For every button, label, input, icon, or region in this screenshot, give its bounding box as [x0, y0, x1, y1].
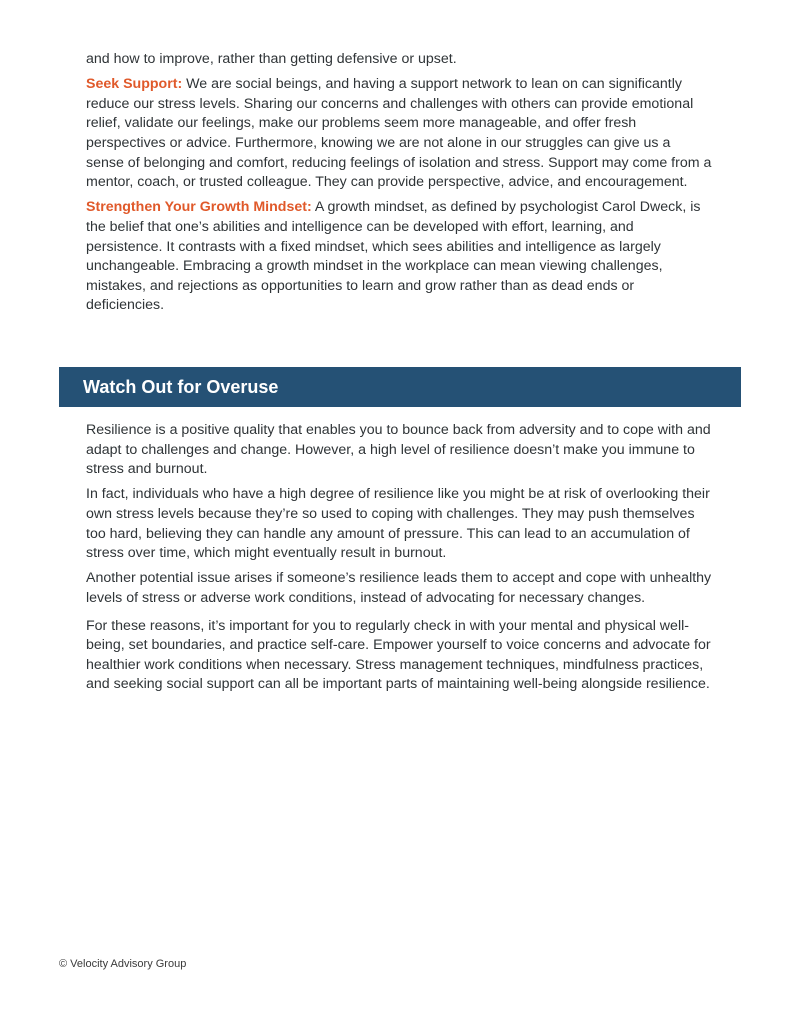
intro-tail-text: and how to improve, rather than getting defensive or upset.: [86, 51, 457, 67]
seek-support-label: Seek Support:: [86, 76, 183, 93]
growth-mindset-paragraph: [86, 198, 712, 316]
section-title: Watch Out for Overuse: [83, 377, 279, 397]
overuse-paragraph: Resilience is a positive quality that enables you to bounce back from adversity and to cope with and adapt to challenges and change. However, a high level of resilience doesn’t make you immune to stress and burnout.: [86, 422, 711, 478]
seek-support-paragraph: [86, 75, 712, 193]
growth-mindset-label: Strengthen Your Growth Mindset:: [86, 199, 312, 216]
footer-copyright: © Velocity Advisory Group: [59, 958, 187, 970]
overuse-paragraph: In fact, individuals who have a high degree of resilience like you might be at risk of overlooking their own stress levels because they’re so used to coping with challenges. They may push themselves too hard, believing they can handle any amount of pressure. This can lead to an accumulation of stress over time, which might eventually result in burnout.: [86, 486, 710, 562]
growth-mindset-text: A growth mindset, as defined by psychologist Carol Dweck, is the belief that one’s abilities and intelligence can be developed with effort, learning, and persistence. It contrasts with a fixed mindset, which sees abilities and intelligence as largely unchangeable. Embracing a growth mindset in the workplace can mean viewing challenges, mistakes, and rejections as opportunities to learn and grow rather than as dead ends or deficiencies.: [86, 199, 701, 314]
overuse-paragraph: For these reasons, it’s important for you to regularly check in with your mental and physical well-being, set boundaries, and practice self-care. Empower yourself to voice concerns and advocate for healthier work conditions when necessary. Stress management techniques, mindfulness practices, and seeking social support can all be important parts of maintaining well-being alongside resilience.: [86, 617, 711, 693]
seek-support-text: We are social beings, and having a support network to lean on can significantly reduce our stress levels. Sharing our concerns and challenges with others can provide emotional relief, validate our feelings, make our problems seem more manageable, and offer fresh perspectives or advice. Furthermore, knowing we are not alone in our struggles can give us a sense of belonging and comfort, reducing feelings of isolation and stress. Support may come from a mentor, coach, or trusted colleague. They can provide perspective, advice, and encouragement.: [86, 76, 712, 191]
overuse-paragraph: Another potential issue arises if someone’s resilience leads them to accept and cope with unhealthy levels of stress or adverse work conditions, instead of advocating for necessary changes.: [86, 570, 712, 606]
overuse-section: [86, 421, 712, 701]
section-banner: [59, 367, 741, 407]
strategies-section: [86, 50, 712, 322]
